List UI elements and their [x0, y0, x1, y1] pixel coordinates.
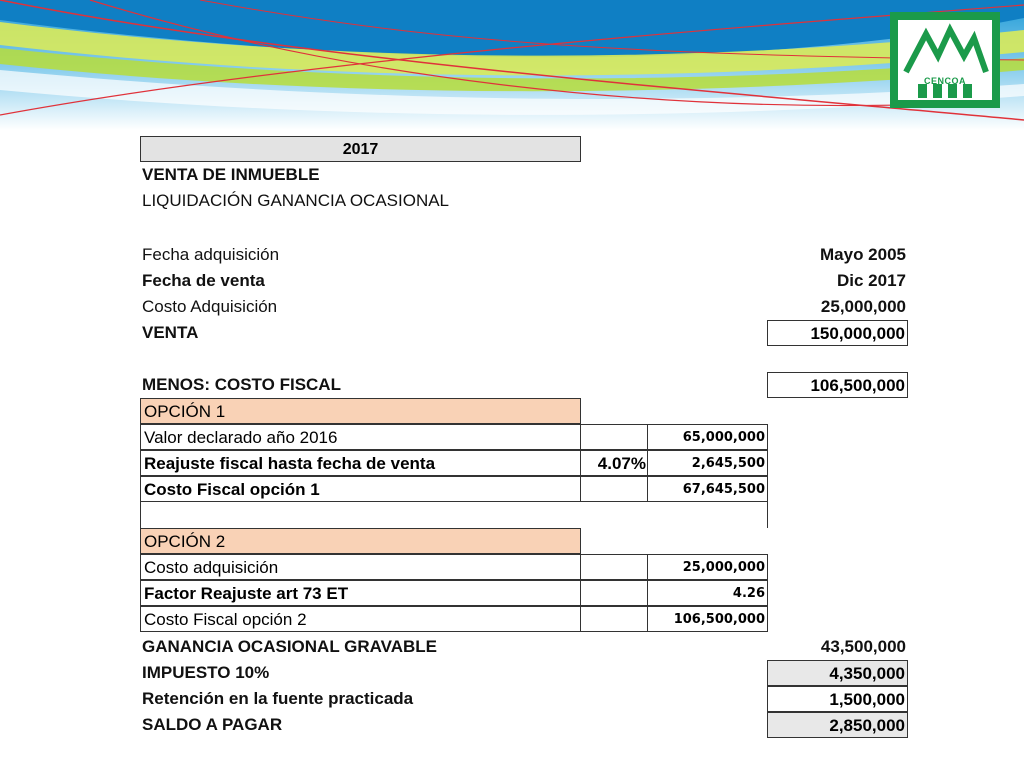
opcion2-row-empty [580, 554, 648, 580]
fecha-venta-label: Fecha de venta [142, 271, 265, 290]
opcion1-row-pct [580, 476, 648, 502]
opcion1-title: OPCIÓN 1 [140, 398, 581, 424]
logo-text: CENCOA [923, 76, 966, 86]
opcion2-row-value: 25,000,000 [647, 554, 768, 580]
impuesto-value: 4,350,000 [767, 660, 908, 686]
divider [140, 502, 141, 528]
venta-label: VENTA [142, 323, 199, 342]
opcion2-row-empty [580, 606, 648, 632]
costo-adquisicion-label: Costo Adquisición [142, 297, 278, 316]
opcion2-row-value: 4.26 [647, 580, 768, 606]
opcion2-row-empty [580, 580, 648, 606]
opcion1-row-label: Reajuste fiscal hasta fecha de venta [140, 450, 581, 476]
costo-adquisicion-value: 25,000,000 [820, 297, 906, 316]
opcion1-row-pct: 4.07% [580, 450, 648, 476]
cencoa-logo [890, 12, 1000, 108]
page-title: VENTA DE INMUEBLE [142, 165, 320, 184]
mountain-logo-icon [898, 20, 992, 100]
opcion2-row-value: 106,500,000 [647, 606, 768, 632]
retencion-label: Retención en la fuente practicada [142, 689, 414, 708]
opcion1-row-label: Costo Fiscal opción 1 [140, 476, 581, 502]
menos-costo-fiscal-value: 106,500,000 [767, 372, 908, 398]
opcion1-row-value: 65,000,000 [647, 424, 768, 450]
opcion1-row-pct [580, 424, 648, 450]
divider [767, 502, 768, 528]
fecha-adquisicion-value: Mayo 2005 [820, 245, 906, 264]
year-header: 2017 [140, 136, 581, 162]
opcion2-row-label: Costo adquisición [140, 554, 581, 580]
opcion2-title: OPCIÓN 2 [140, 528, 581, 554]
venta-value: 150,000,000 [767, 320, 908, 346]
opcion1-row-label: Valor declarado año 2016 [140, 424, 581, 450]
opcion1-row-value: 67,645,500 [647, 476, 768, 502]
impuesto-label: IMPUESTO 10% [142, 663, 270, 682]
opcion2-row-label: Factor Reajuste art 73 ET [140, 580, 581, 606]
fecha-venta-value: Dic 2017 [837, 271, 906, 290]
saldo-value: 2,850,000 [767, 712, 908, 738]
header-banner [0, 0, 1024, 130]
menos-costo-fiscal-label: MENOS: COSTO FISCAL [142, 375, 341, 394]
opcion1-row-value: 2,645,500 [647, 450, 768, 476]
saldo-label: SALDO A PAGAR [142, 715, 283, 734]
retencion-value: 1,500,000 [767, 686, 908, 712]
fecha-adquisicion-label: Fecha adquisición [142, 245, 280, 264]
ganancia-label: GANANCIA OCASIONAL GRAVABLE [142, 637, 437, 656]
ganancia-value: 43,500,000 [820, 637, 906, 656]
page-subtitle: LIQUIDACIÓN GANANCIA OCASIONAL [142, 191, 450, 210]
opcion2-row-label: Costo Fiscal opción 2 [140, 606, 581, 632]
